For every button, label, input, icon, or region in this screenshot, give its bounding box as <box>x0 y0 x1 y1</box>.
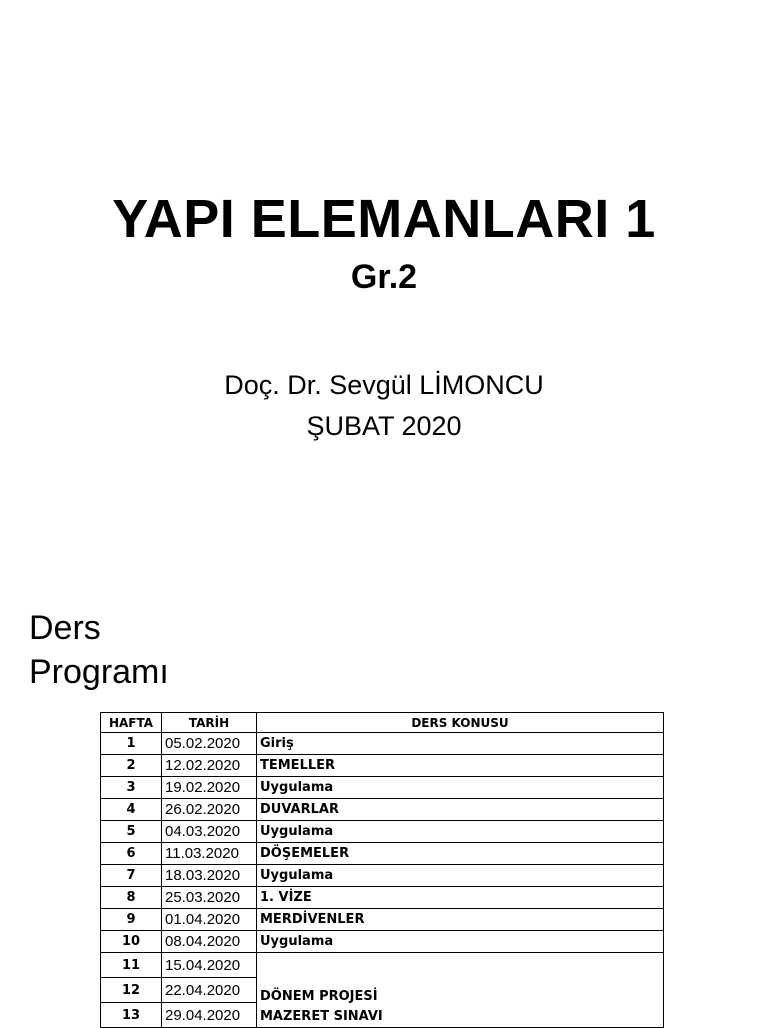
topic-cell: Uygulama <box>257 777 664 799</box>
date-cell: 04.03.2020 <box>162 821 257 843</box>
column-header-hafta: HAFTA <box>101 713 162 733</box>
schedule-table <box>100 712 664 1028</box>
term-date: ŞUBAT 2020 <box>306 411 462 441</box>
topic-cell: DUVARLAR <box>257 799 664 821</box>
date-cell: 18.03.2020 <box>162 865 257 887</box>
date-cell: 15.04.2020 <box>162 953 257 978</box>
table-header-row <box>101 713 664 733</box>
topic-cell: Uygulama <box>257 931 664 953</box>
merged-topic-line-2: MAZERET SINAVI <box>260 1009 383 1024</box>
topic-cell: Uygulama <box>257 821 664 843</box>
week-cell: 12 <box>101 978 162 1003</box>
table-row <box>101 909 664 931</box>
table-row <box>101 931 664 953</box>
group-label: Gr.2 <box>350 258 418 296</box>
topic-cell: Giriş <box>257 733 664 755</box>
merged-topic-line-1: DÖNEM PROJESİ <box>260 989 378 1004</box>
table-row <box>101 865 664 887</box>
week-cell: 11 <box>101 953 162 978</box>
author-name: Doç. Dr. Sevgül LİMONCU <box>224 370 544 400</box>
table-row <box>101 821 664 843</box>
topic-cell: MERDİVENLER <box>257 909 664 931</box>
course-title: YAPI ELEMANLARI 1 <box>112 189 656 249</box>
date-cell: 22.04.2020 <box>162 978 257 1003</box>
date-cell: 12.02.2020 <box>162 755 257 777</box>
section-heading-line-2: Programı <box>29 653 169 691</box>
date-cell: 11.03.2020 <box>162 843 257 865</box>
column-header-ders-konusu: DERS KONUSU <box>257 713 664 733</box>
week-cell: 10 <box>101 931 162 953</box>
week-cell: 8 <box>101 887 162 909</box>
week-cell: 7 <box>101 865 162 887</box>
section-heading <box>29 606 169 694</box>
date-cell: 29.04.2020 <box>162 1003 257 1028</box>
week-cell: 2 <box>101 755 162 777</box>
table-row <box>101 777 664 799</box>
date-cell: 05.02.2020 <box>162 733 257 755</box>
date-cell: 19.02.2020 <box>162 777 257 799</box>
column-header-tarih: TARİH <box>162 713 257 733</box>
table-row <box>101 755 664 777</box>
week-cell: 5 <box>101 821 162 843</box>
date-cell: 25.03.2020 <box>162 887 257 909</box>
date-cell: 26.02.2020 <box>162 799 257 821</box>
week-cell: 4 <box>101 799 162 821</box>
topic-cell: 1. VİZE <box>257 887 664 909</box>
topic-cell: TEMELLER <box>257 755 664 777</box>
date-cell: 01.04.2020 <box>162 909 257 931</box>
week-cell: 13 <box>101 1003 162 1028</box>
topic-cell: DÖŞEMELER <box>257 843 664 865</box>
merged-topic-cell <box>257 953 664 1028</box>
table-row <box>101 733 664 755</box>
section-heading-line-1: Ders <box>29 609 101 647</box>
week-cell: 3 <box>101 777 162 799</box>
week-cell: 9 <box>101 909 162 931</box>
week-cell: 6 <box>101 843 162 865</box>
date-cell: 08.04.2020 <box>162 931 257 953</box>
week-cell: 1 <box>101 733 162 755</box>
table-row <box>101 887 664 909</box>
topic-cell: Uygulama <box>257 865 664 887</box>
table-row <box>101 843 664 865</box>
table-row <box>101 953 664 978</box>
table-row <box>101 799 664 821</box>
